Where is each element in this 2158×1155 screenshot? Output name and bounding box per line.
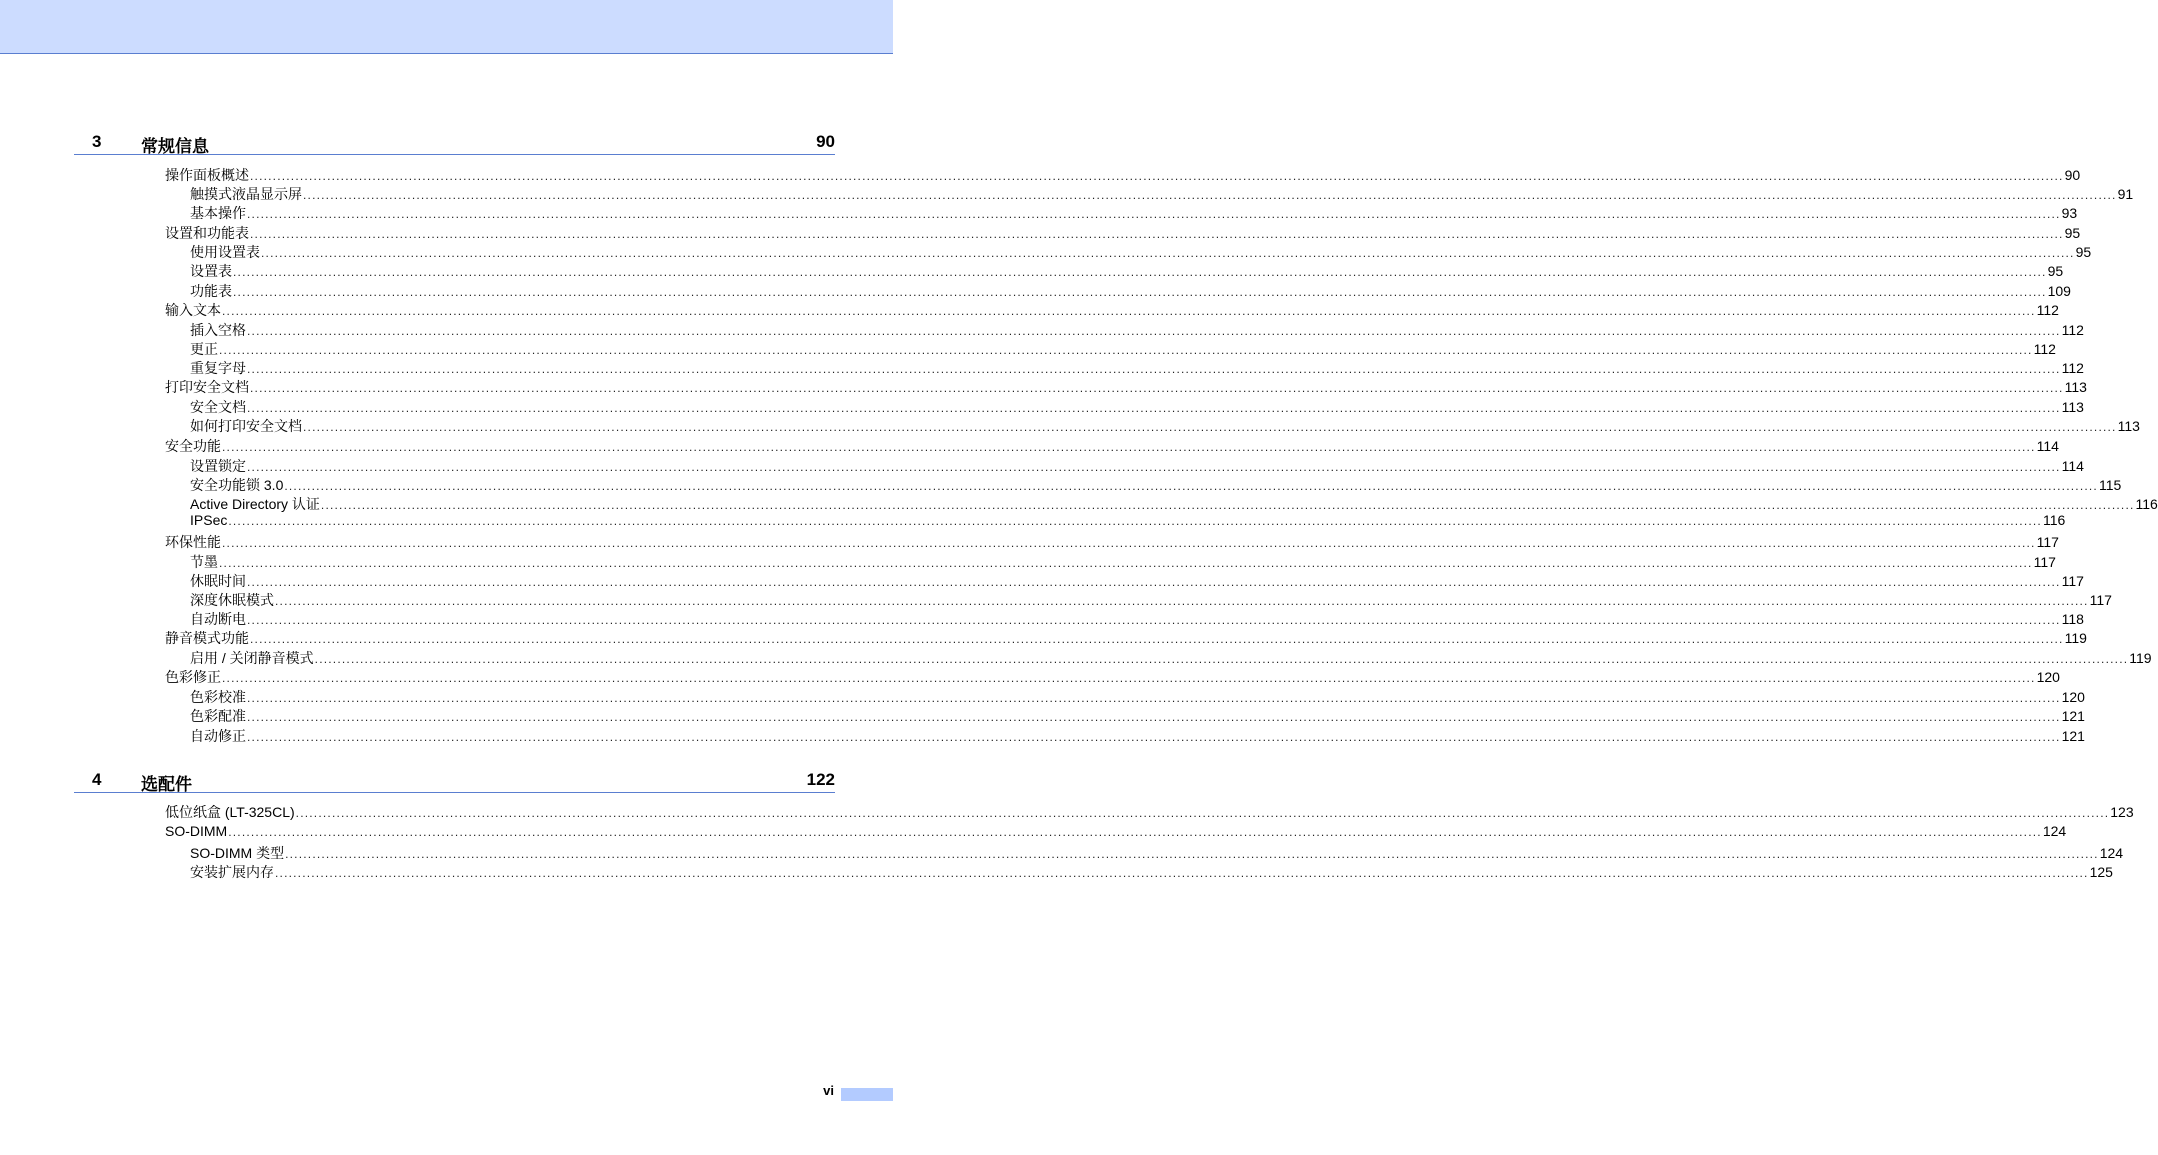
toc-entry[interactable] bbox=[165, 803, 2134, 821]
footer-tab bbox=[841, 1088, 893, 1101]
toc-entry[interactable] bbox=[165, 533, 2059, 551]
chapter-title[interactable]: 常规信息 bbox=[141, 137, 209, 156]
dot-leader: ................................................................................................................................................................................................................................................................................................................................................................................................................ bbox=[233, 265, 2047, 279]
toc-entry-label: 设置锁定 bbox=[190, 458, 246, 474]
toc-entry-label: 触摸式液晶显示屏 bbox=[190, 186, 302, 202]
toc-entry-label: 自动断电 bbox=[190, 611, 246, 627]
toc-entry-label: 打印安全文档 bbox=[165, 379, 249, 395]
toc-entry-label: 安装扩展内存 bbox=[190, 864, 274, 880]
toc-entry[interactable] bbox=[190, 457, 2084, 475]
dot-leader: ................................................................................................................................................................................................................................................................................................................................................................................................................ bbox=[314, 652, 2129, 666]
toc-entry-label: 如何打印安全文档 bbox=[190, 418, 302, 434]
dot-leader: ................................................................................................................................................................................................................................................................................................................................................................................................................ bbox=[247, 401, 2061, 415]
dot-leader: ................................................................................................................................................................................................................................................................................................................................................................................................................ bbox=[233, 285, 2047, 299]
dot-leader: ................................................................................................................................................................................................................................................................................................................................................................................................................ bbox=[284, 479, 2098, 493]
toc-entry-label: 深度休眠模式 bbox=[190, 592, 274, 608]
chapter-title[interactable]: 选配件 bbox=[141, 775, 192, 794]
dot-leader: ................................................................................................................................................................................................................................................................................................................................................................................................................ bbox=[261, 246, 2075, 260]
toc-entry-page: 118 bbox=[2061, 611, 2084, 627]
toc-entry-page: 112 bbox=[2061, 322, 2084, 338]
toc-entry[interactable] bbox=[190, 204, 2078, 222]
toc-entry[interactable] bbox=[190, 553, 2056, 571]
toc-entry[interactable] bbox=[190, 727, 2085, 745]
dot-leader: ................................................................................................................................................................................................................................................................................................................................................................................................................ bbox=[247, 575, 2061, 589]
toc-entry-label: 节墨 bbox=[190, 554, 218, 570]
toc-entry-page: 117 bbox=[2033, 554, 2056, 570]
dot-leader: ................................................................................................................................................................................................................................................................................................................................................................................................................ bbox=[250, 381, 2064, 395]
dot-leader: ................................................................................................................................................................................................................................................................................................................................................................................................................ bbox=[247, 730, 2061, 744]
dot-leader: ................................................................................................................................................................................................................................................................................................................................................................................................................ bbox=[222, 671, 2036, 685]
toc-entry-page: 116 bbox=[2135, 496, 2158, 512]
dot-leader: ................................................................................................................................................................................................................................................................................................................................................................................................................ bbox=[247, 207, 2061, 221]
toc-entry-page: 117 bbox=[2061, 573, 2084, 589]
dot-leader: ................................................................................................................................................................................................................................................................................................................................................................................................................ bbox=[228, 514, 2042, 528]
dot-leader: ................................................................................................................................................................................................................................................................................................................................................................................................................ bbox=[250, 169, 2064, 183]
toc-entry-label: 功能表 bbox=[190, 283, 232, 299]
toc-entry[interactable] bbox=[165, 822, 2067, 840]
dot-leader: ................................................................................................................................................................................................................................................................................................................................................................................................................ bbox=[247, 613, 2061, 627]
toc-entry-label: 色彩配准 bbox=[190, 708, 246, 724]
chapter-page[interactable]: 122 bbox=[806, 770, 835, 789]
toc-entry-page: 121 bbox=[2061, 728, 2085, 744]
toc-entry[interactable] bbox=[165, 437, 2059, 455]
dot-leader: ................................................................................................................................................................................................................................................................................................................................................................................................................ bbox=[247, 710, 2061, 724]
toc-entry[interactable] bbox=[165, 166, 2081, 184]
toc-entry-page: 123 bbox=[2110, 804, 2134, 820]
toc-entry-label: 安全功能 bbox=[165, 438, 221, 454]
toc-entry-label: 设置表 bbox=[190, 263, 232, 279]
toc-entry-page: 113 bbox=[2064, 379, 2087, 395]
toc-entry-page: 115 bbox=[2098, 477, 2122, 493]
toc-entry-page: 95 bbox=[2064, 225, 2081, 241]
toc-entry-label: 环保性能 bbox=[165, 534, 221, 550]
toc-entry[interactable] bbox=[165, 224, 2081, 242]
toc-entry-page: 109 bbox=[2047, 283, 2071, 299]
chapter-heading bbox=[74, 130, 835, 155]
dot-leader: ................................................................................................................................................................................................................................................................................................................................................................................................................ bbox=[320, 498, 2135, 512]
toc-entry[interactable] bbox=[190, 707, 2085, 725]
dot-leader: ................................................................................................................................................................................................................................................................................................................................................................................................................ bbox=[247, 362, 2061, 376]
toc-entry-page: 112 bbox=[2061, 360, 2084, 376]
toc-entry-page: 114 bbox=[2061, 458, 2084, 474]
dot-leader: ................................................................................................................................................................................................................................................................................................................................................................................................................ bbox=[285, 847, 2099, 861]
dot-leader: ................................................................................................................................................................................................................................................................................................................................................................................................................ bbox=[295, 806, 2110, 820]
toc-entry[interactable] bbox=[190, 591, 2112, 609]
dot-leader: ................................................................................................................................................................................................................................................................................................................................................................................................................ bbox=[219, 343, 2033, 357]
toc-entry-page: 124 bbox=[2042, 823, 2067, 839]
toc-entry[interactable] bbox=[190, 417, 2140, 435]
toc-entry-label: 输入文本 bbox=[165, 302, 221, 318]
toc-entry[interactable] bbox=[190, 688, 2085, 706]
toc-entry[interactable] bbox=[190, 243, 2092, 261]
toc-entry-page: 112 bbox=[2036, 302, 2059, 318]
dot-leader: ................................................................................................................................................................................................................................................................................................................................................................................................................ bbox=[219, 556, 2033, 570]
toc-entry[interactable] bbox=[190, 185, 2134, 203]
toc-entry-label: Active Directory 认证 bbox=[190, 496, 320, 512]
toc-entry-page: 119 bbox=[2064, 630, 2087, 646]
toc-entry-page: 125 bbox=[2089, 864, 2113, 880]
toc-entry[interactable] bbox=[165, 378, 2087, 396]
chapter-number: 3 bbox=[92, 132, 102, 151]
toc-entry-page: 93 bbox=[2061, 205, 2078, 221]
toc-entry-label: 自动修正 bbox=[190, 728, 246, 744]
chapter-page[interactable]: 90 bbox=[816, 132, 835, 151]
toc-entry[interactable] bbox=[190, 359, 2084, 377]
toc-entry-label: 色彩校准 bbox=[190, 689, 246, 705]
toc-entry[interactable] bbox=[165, 629, 2087, 647]
toc-entry-page: 117 bbox=[2036, 534, 2059, 550]
toc-entry-label: 操作面板概述 bbox=[165, 167, 249, 183]
toc-entry-label: 启用 / 关闭静音模式 bbox=[190, 650, 314, 666]
toc-entry-label: 安全文档 bbox=[190, 399, 246, 415]
dot-leader: ................................................................................................................................................................................................................................................................................................................................................................................................................ bbox=[222, 536, 2036, 550]
chapter-number: 4 bbox=[92, 770, 102, 789]
toc-entry-page: 113 bbox=[2117, 418, 2140, 434]
toc-entry[interactable] bbox=[190, 511, 2066, 529]
dot-leader: ................................................................................................................................................................................................................................................................................................................................................................................................................ bbox=[222, 304, 2036, 318]
toc-entry[interactable] bbox=[190, 262, 2064, 280]
toc-entry-page: 121 bbox=[2061, 708, 2085, 724]
toc-entry[interactable] bbox=[165, 301, 2059, 319]
toc-entry[interactable] bbox=[190, 844, 2124, 862]
toc-entry-label: 安全功能锁 3.0 bbox=[190, 477, 284, 493]
toc-entry-page: 120 bbox=[2036, 669, 2060, 685]
footer-page-number: vi bbox=[823, 1083, 834, 1098]
dot-leader: ................................................................................................................................................................................................................................................................................................................................................................................................................ bbox=[250, 632, 2064, 646]
toc-entry-label: 设置和功能表 bbox=[165, 225, 249, 241]
dot-leader: ................................................................................................................................................................................................................................................................................................................................................................................................................ bbox=[247, 691, 2061, 705]
toc-entry[interactable] bbox=[190, 863, 2113, 881]
toc-entry[interactable] bbox=[190, 282, 2071, 300]
dot-leader: ................................................................................................................................................................................................................................................................................................................................................................................................................ bbox=[275, 866, 2089, 880]
toc-entry-label: 更正 bbox=[190, 341, 218, 357]
toc-entry[interactable] bbox=[190, 340, 2056, 358]
toc-entry-label: IPSec bbox=[190, 512, 228, 528]
toc-entry-label: 低位纸盒 (LT-325CL) bbox=[165, 804, 295, 820]
dot-leader: ................................................................................................................................................................................................................................................................................................................................................................................................................ bbox=[275, 594, 2089, 608]
toc-entry-label: 静音模式功能 bbox=[165, 630, 249, 646]
dot-leader: ................................................................................................................................................................................................................................................................................................................................................................................................................ bbox=[250, 227, 2064, 241]
toc-entry-label: 休眠时间 bbox=[190, 573, 246, 589]
toc-entry-label: 基本操作 bbox=[190, 205, 246, 221]
toc-entry-page: 114 bbox=[2036, 438, 2059, 454]
toc-entry-page: 116 bbox=[2042, 512, 2066, 528]
toc-entry[interactable] bbox=[190, 610, 2084, 628]
toc-entry-page: 113 bbox=[2061, 399, 2084, 415]
toc-entry-label: 色彩修正 bbox=[165, 669, 221, 685]
toc-entry[interactable] bbox=[165, 668, 2060, 686]
toc-entry-label: 重复字母 bbox=[190, 360, 246, 376]
toc-entry[interactable] bbox=[190, 321, 2084, 339]
header-band bbox=[0, 0, 893, 54]
toc-entry-page: 95 bbox=[2047, 263, 2064, 279]
toc-entry-page: 90 bbox=[2064, 167, 2081, 183]
toc-entry-page: 124 bbox=[2099, 845, 2124, 861]
toc-entry-label: SO-DIMM 类型 bbox=[190, 845, 285, 861]
toc-entry-label: SO-DIMM bbox=[165, 823, 228, 839]
toc-entry-page: 119 bbox=[2129, 650, 2152, 666]
chapter-heading bbox=[74, 768, 835, 793]
dot-leader: ................................................................................................................................................................................................................................................................................................................................................................................................................ bbox=[228, 825, 2042, 839]
toc-entry-page: 91 bbox=[2117, 186, 2134, 202]
dot-leader: ................................................................................................................................................................................................................................................................................................................................................................................................................ bbox=[247, 324, 2061, 338]
toc-entry-page: 95 bbox=[2075, 244, 2092, 260]
toc-entry-page: 117 bbox=[2089, 592, 2112, 608]
dot-leader: ................................................................................................................................................................................................................................................................................................................................................................................................................ bbox=[222, 440, 2036, 454]
toc-entry-page: 120 bbox=[2061, 689, 2085, 705]
toc-entry-label: 插入空格 bbox=[190, 322, 246, 338]
dot-leader: ................................................................................................................................................................................................................................................................................................................................................................................................................ bbox=[303, 188, 2117, 202]
toc-entry[interactable] bbox=[190, 398, 2084, 416]
dot-leader: ................................................................................................................................................................................................................................................................................................................................................................................................................ bbox=[247, 460, 2061, 474]
toc-entry-label: 使用设置表 bbox=[190, 244, 260, 260]
toc-entry[interactable] bbox=[190, 572, 2084, 590]
toc-entry[interactable] bbox=[190, 476, 2122, 494]
dot-leader: ................................................................................................................................................................................................................................................................................................................................................................................................................ bbox=[303, 420, 2117, 434]
toc-entry-page: 112 bbox=[2033, 341, 2056, 357]
toc-entry[interactable] bbox=[190, 649, 2152, 667]
